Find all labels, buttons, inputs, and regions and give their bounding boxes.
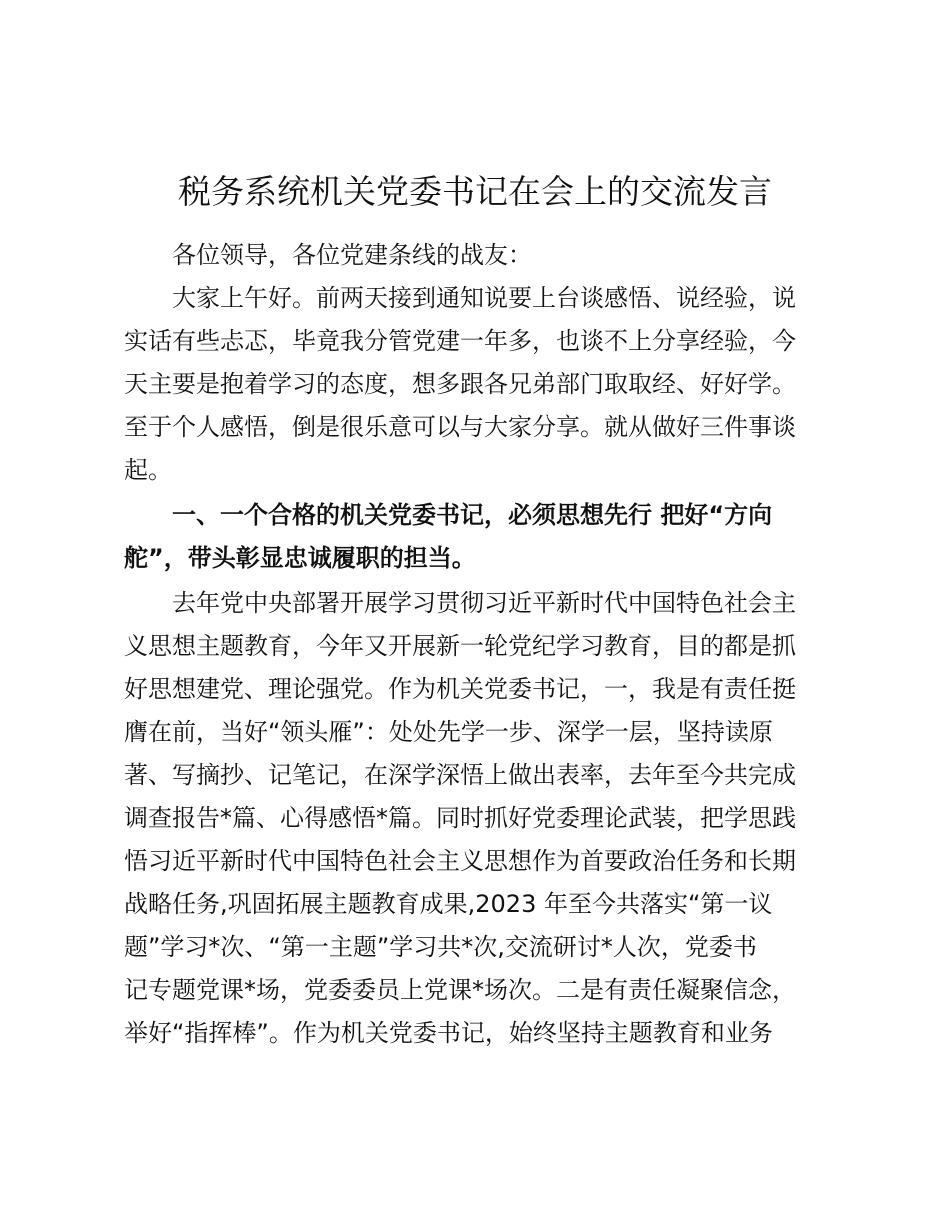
paragraph-line: 调查报告*篇、心得感悟*篇。同时抓好党委理论武装，把学思践 bbox=[124, 804, 796, 832]
paragraph-line: 好思想建党、理论强党。作为机关党委书记，一，我是有责任挺 bbox=[124, 675, 796, 703]
section-heading-line: 一、一个合格的机关党委书记，必须思想先行 把好“方向 bbox=[172, 501, 773, 529]
paragraph-line: 记专题党课*场，党委委员上党课*场次。二是有责任凝聚信念， bbox=[124, 976, 796, 1004]
paragraph-line: 膺在前，当好“领头雁”：处处先学一步、深学一层，坚持读原 bbox=[124, 718, 773, 746]
paragraph-line: 悟习近平新时代中国特色社会主义思想作为首要政治任务和长期 bbox=[124, 847, 796, 875]
paragraph-line: 义思想主题教育，今年又开展新一轮党纪学习教育，目的都是抓 bbox=[124, 632, 796, 660]
section-heading-line: 舵”，带头彰显忠诚履职的担当。 bbox=[124, 544, 476, 572]
paragraph-line: 去年党中央部署开展学习贯彻习近平新时代中国特色社会主 bbox=[172, 589, 796, 617]
paragraph-line: 天主要是抱着学习的态度，想多跟各兄弟部门取取经、好好学。 bbox=[124, 370, 796, 398]
paragraph-line: 举好“指挥棒”。作为机关党委书记，始终坚持主题教育和业务 bbox=[124, 1019, 773, 1047]
paragraph-line: 实话有些忐忑，毕竟我分管党建一年多，也谈不上分享经验，今 bbox=[124, 327, 796, 355]
paragraph-line: 题”学习*次、“第一主题”学习共*次,交流研讨*人次，党委书 bbox=[124, 933, 757, 961]
paragraph-line: 著、写摘抄、记笔记，在深学深悟上做出表率，去年至今共完成 bbox=[124, 761, 796, 789]
paragraph-line: 起。 bbox=[124, 456, 172, 484]
document-title: 税务系统机关党委书记在会上的交流发言 bbox=[178, 172, 772, 211]
paragraph-line: 战略任务,巩固拓展主题教育成果,2023 年至今共落实“第一议 bbox=[124, 890, 773, 918]
paragraph-line: 至于个人感悟，倒是很乐意可以与大家分享。就从做好三件事谈 bbox=[124, 413, 796, 441]
salutation-line: 各位领导，各位党建条线的战友： bbox=[172, 241, 532, 269]
paragraph-line: 大家上午好。前两天接到通知说要上台谈感悟、说经验，说 bbox=[172, 284, 796, 312]
